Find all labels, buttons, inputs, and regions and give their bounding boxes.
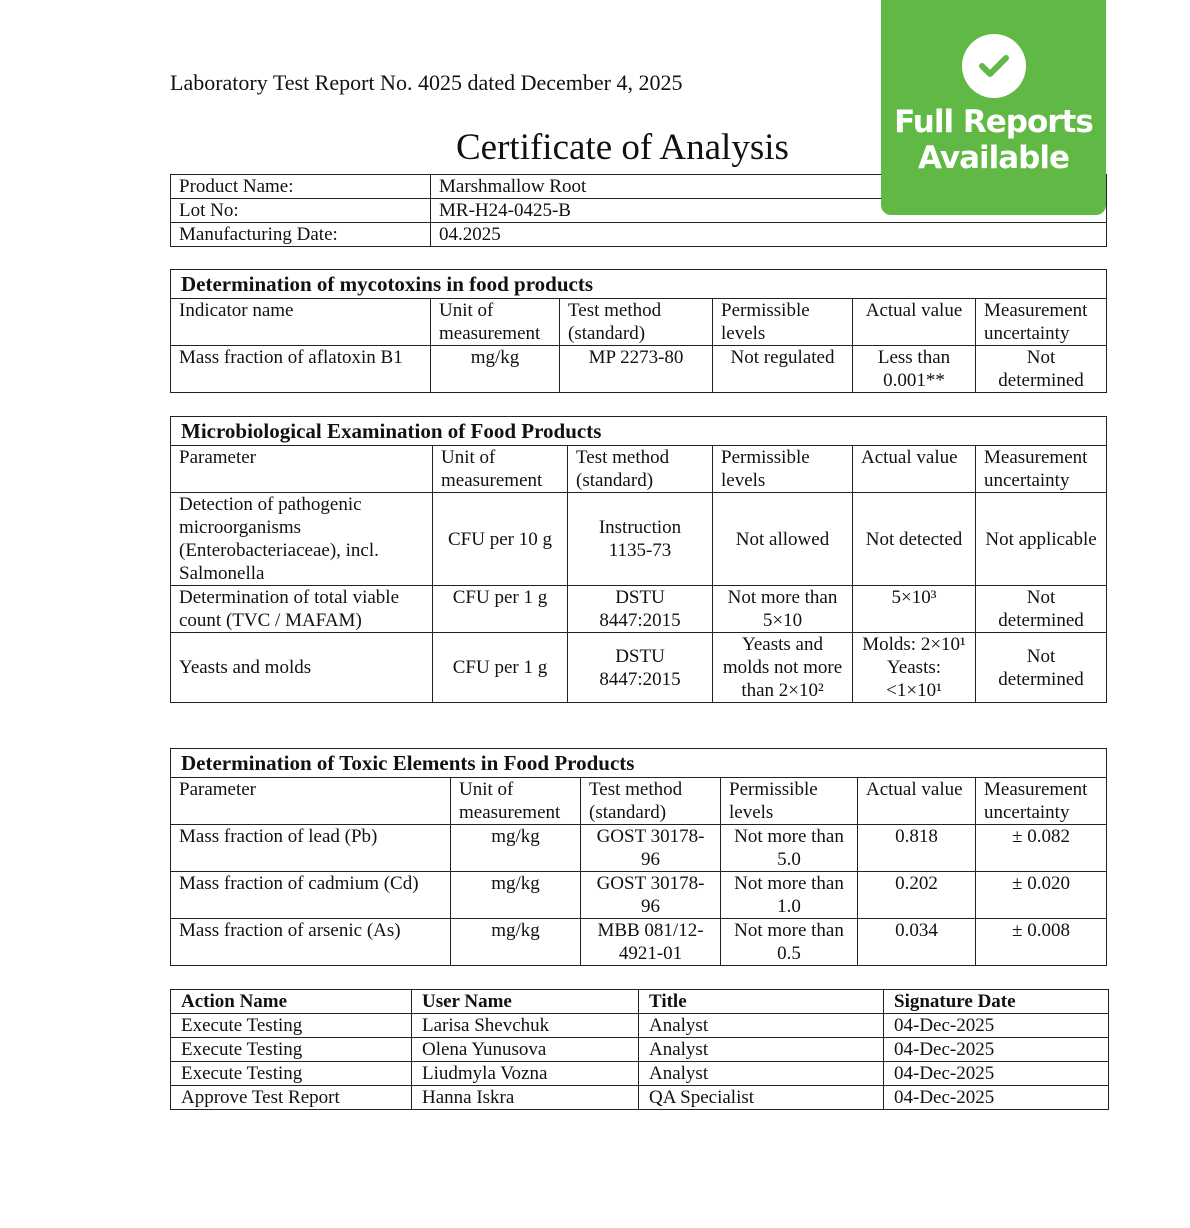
table-cell: CFU per 10 g xyxy=(433,493,568,586)
table-cell: Mass fraction of cadmium (Cd) xyxy=(171,872,451,919)
column-header: Measurement uncertainty xyxy=(976,446,1107,493)
product-name-label: Product Name: xyxy=(171,175,431,199)
column-header: Signature Date xyxy=(884,990,1109,1014)
table-cell: DSTU 8447:2015 xyxy=(568,586,713,633)
column-header: Actual value xyxy=(853,299,976,346)
lot-label: Lot No: xyxy=(171,199,431,223)
table-cell: QA Specialist xyxy=(639,1086,884,1110)
table-cell: Not determined xyxy=(976,346,1107,393)
table-cell: Not determined xyxy=(976,633,1107,703)
column-header: Parameter xyxy=(171,446,433,493)
table-cell: Liudmyla Vozna xyxy=(412,1062,639,1086)
table-title-row xyxy=(171,749,1107,778)
table-cell: 5×10³ xyxy=(853,586,976,633)
column-header: Parameter xyxy=(171,778,451,825)
mycotoxins-table xyxy=(170,269,1107,393)
table-cell: Not allowed xyxy=(713,493,853,586)
column-header: Actual value xyxy=(853,446,976,493)
table-cell: Not more than 0.5 xyxy=(721,919,858,966)
column-header: Permissible levels xyxy=(713,446,853,493)
column-header: Permissible levels xyxy=(721,778,858,825)
manufacturing-date-label: Manufacturing Date: xyxy=(171,223,431,247)
table-cell: 04-Dec-2025 xyxy=(884,1062,1109,1086)
page-title: Certificate of Analysis xyxy=(456,127,789,168)
table-cell: Detection of pathogenic microorganisms (Enterobacteriaceae), incl. Salmonella xyxy=(171,493,433,586)
table-row xyxy=(171,1062,1109,1086)
lot-value: MR-H24-0425-B xyxy=(431,199,1107,223)
table-cell: Less than 0.001** xyxy=(853,346,976,393)
table-cell: Larisa Shevchuk xyxy=(412,1014,639,1038)
table-title-row xyxy=(171,417,1107,446)
table-cell: 04-Dec-2025 xyxy=(884,1086,1109,1110)
column-header: Unit of measurement xyxy=(451,778,581,825)
table-cell: 0.202 xyxy=(858,872,976,919)
table-row xyxy=(171,493,1107,586)
table-cell: Olena Yunusova xyxy=(412,1038,639,1062)
table-cell: Execute Testing xyxy=(171,1014,412,1038)
table-cell: Hanna Iskra xyxy=(412,1086,639,1110)
table-cell: ± 0.020 xyxy=(976,872,1107,919)
table-row xyxy=(171,1086,1109,1110)
column-header: Test method (standard) xyxy=(560,299,713,346)
table-cell: Not detected xyxy=(853,493,976,586)
signatures-table xyxy=(170,989,1109,1110)
microbiological-title: Microbiological Examination of Food Products xyxy=(171,417,1107,446)
table-cell: Determination of total viable count (TVC / MAFAM) xyxy=(171,586,433,633)
column-header: Unit of measurement xyxy=(433,446,568,493)
table-cell: 04-Dec-2025 xyxy=(884,1014,1109,1038)
table-cell: mg/kg xyxy=(451,919,581,966)
table-row xyxy=(171,919,1107,966)
table-title-row xyxy=(171,270,1107,299)
table-cell: Mass fraction of aflatoxin B1 xyxy=(171,346,431,393)
microbiological-table xyxy=(170,416,1107,703)
product-name-value: Marshmallow Root xyxy=(431,175,1107,199)
badge-line-2: Available xyxy=(917,140,1069,176)
table-cell: Molds: 2×10¹ Yeasts: <1×10¹ xyxy=(853,633,976,703)
table-cell: Yeasts and molds xyxy=(171,633,433,703)
column-header: Permissible levels xyxy=(713,299,853,346)
table-cell: MBB 081/12-4921-01 xyxy=(581,919,721,966)
table-row xyxy=(171,633,1107,703)
column-header: User Name xyxy=(412,990,639,1014)
table-cell: GOST 30178-96 xyxy=(581,825,721,872)
full-reports-badge[interactable] xyxy=(881,0,1106,215)
table-cell: DSTU 8447:2015 xyxy=(568,633,713,703)
badge-line-1: Full Reports xyxy=(894,104,1093,140)
table-cell: 04-Dec-2025 xyxy=(884,1038,1109,1062)
table-cell: CFU per 1 g xyxy=(433,633,568,703)
table-cell: Analyst xyxy=(639,1038,884,1062)
table-cell: Not more than 5.0 xyxy=(721,825,858,872)
mycotoxins-title: Determination of mycotoxins in food products xyxy=(171,270,1107,299)
column-header: Actual value xyxy=(858,778,976,825)
column-header: Indicator name xyxy=(171,299,431,346)
table-header-row xyxy=(171,778,1107,825)
table-cell: mg/kg xyxy=(451,825,581,872)
table-row xyxy=(171,586,1107,633)
table-row xyxy=(171,872,1107,919)
table-row xyxy=(171,1014,1109,1038)
table-cell: 0.034 xyxy=(858,919,976,966)
table-cell: Yeasts and molds not more than 2×10² xyxy=(713,633,853,703)
table-cell: Not determined xyxy=(976,586,1107,633)
table-header-row xyxy=(171,446,1107,493)
table-header-row xyxy=(171,990,1109,1014)
table-cell: Instruction 1135-73 xyxy=(568,493,713,586)
report-number-line: Laboratory Test Report No. 4025 dated December 4, 2025 xyxy=(170,70,683,95)
table-cell: Analyst xyxy=(639,1014,884,1038)
column-header: Test method (standard) xyxy=(568,446,713,493)
table-cell: Execute Testing xyxy=(171,1062,412,1086)
column-header: Unit of measurement xyxy=(431,299,560,346)
table-cell: ± 0.082 xyxy=(976,825,1107,872)
manufacturing-date-value: 04.2025 xyxy=(431,223,1107,247)
checkmark-icon xyxy=(962,34,1026,98)
table-header-row xyxy=(171,299,1107,346)
table-cell: Not applicable xyxy=(976,493,1107,586)
table-cell: mg/kg xyxy=(431,346,560,393)
toxic-elements-title: Determination of Toxic Elements in Food Products xyxy=(171,749,1107,778)
table-row xyxy=(171,1038,1109,1062)
column-header: Test method (standard) xyxy=(581,778,721,825)
table-cell: Approve Test Report xyxy=(171,1086,412,1110)
table-cell: Mass fraction of lead (Pb) xyxy=(171,825,451,872)
column-header: Action Name xyxy=(171,990,412,1014)
toxic-elements-table xyxy=(170,748,1107,966)
table-row xyxy=(171,825,1107,872)
column-header: Measurement uncertainty xyxy=(976,299,1107,346)
table-cell: Not more than 1.0 xyxy=(721,872,858,919)
table-cell: Not more than 5×10 xyxy=(713,586,853,633)
table-cell: 0.818 xyxy=(858,825,976,872)
table-row xyxy=(171,223,1107,247)
table-cell: CFU per 1 g xyxy=(433,586,568,633)
table-cell: MP 2273-80 xyxy=(560,346,713,393)
table-cell: Mass fraction of arsenic (As) xyxy=(171,919,451,966)
column-header: Measurement uncertainty xyxy=(976,778,1107,825)
table-cell: ± 0.008 xyxy=(976,919,1107,966)
table-row xyxy=(171,346,1107,393)
column-header: Title xyxy=(639,990,884,1014)
table-cell: mg/kg xyxy=(451,872,581,919)
table-cell: Not regulated xyxy=(713,346,853,393)
table-cell: Execute Testing xyxy=(171,1038,412,1062)
table-cell: Analyst xyxy=(639,1062,884,1086)
table-cell: GOST 30178-96 xyxy=(581,872,721,919)
